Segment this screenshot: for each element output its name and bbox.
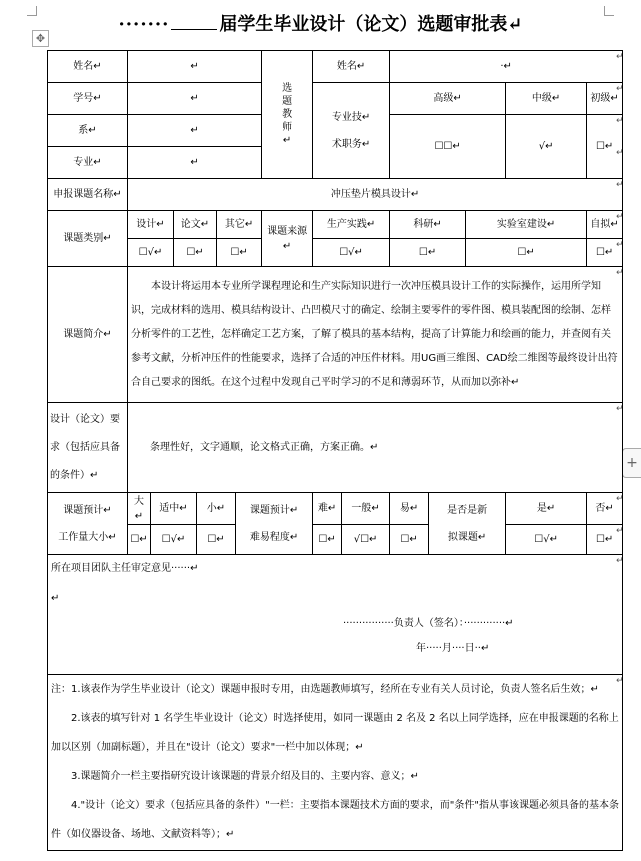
difficulty-hard-label: 难↵ xyxy=(313,493,342,525)
row-end-mark: ↵ xyxy=(616,268,624,278)
row-end-mark: ↵ xyxy=(616,52,624,62)
opinion-date: 年·····月····日··↵ xyxy=(416,643,490,654)
workload-small-checkbox[interactable]: ☐↵ xyxy=(197,525,236,555)
review-opinion-section[interactable] xyxy=(48,555,623,675)
workload-large-label: 大↵ xyxy=(128,493,151,525)
row-end-mark: ↵ xyxy=(616,240,624,250)
requirements-value[interactable]: 条理性好，文字通顺，论文格式正确，方案正确。↵ xyxy=(128,403,623,493)
workload-medium-label: 适中↵ xyxy=(151,493,197,525)
source-research-label: 科研↵ xyxy=(390,211,466,239)
label-senior: 高级↵ xyxy=(390,83,506,115)
table-move-handle-icon[interactable]: ✥ xyxy=(32,30,49,47)
source-production-label: 生产实践↵ xyxy=(313,211,390,239)
intermediate-checkbox[interactable]: √↵ xyxy=(506,115,587,179)
label-student-id: 学号↵ xyxy=(48,83,128,115)
note-4: 4."设计（论文）要求（包括应具备的条件）"一栏：主要指本课题技术方面的要求，而"条件"指从事该课题必须具备的基本条件（如仪器设备、场地、文献资料等）；↵ xyxy=(51,800,619,840)
department-value[interactable]: ↵ xyxy=(128,115,262,147)
label-topic-name: 申报课题名称↵ xyxy=(48,179,128,211)
opinion-blank-line: ↵ xyxy=(51,593,60,604)
new-yes-checkbox[interactable]: ☐√↵ xyxy=(506,525,587,555)
new-no-checkbox[interactable]: ☐↵ xyxy=(587,525,623,555)
add-row-plus-icon[interactable]: + xyxy=(622,448,641,478)
category-thesis-label: 论文↵ xyxy=(174,211,217,239)
topic-name-value[interactable]: 冲压垫片模具设计↵ xyxy=(128,179,623,211)
difficulty-easy-label: 易↵ xyxy=(390,493,429,525)
category-other-label: 其它↵ xyxy=(217,211,262,239)
row-end-mark: ↵ xyxy=(616,212,624,222)
row-end-mark: ↵ xyxy=(616,526,624,536)
row-end-mark: ↵ xyxy=(616,180,624,190)
label-teacher-name: 姓名↵ xyxy=(313,51,390,83)
category-design-checkbox[interactable]: ☐√↵ xyxy=(128,239,174,267)
label-department: 系↵ xyxy=(48,115,128,147)
difficulty-easy-checkbox[interactable]: ☐↵ xyxy=(390,525,429,555)
title-dots: ······· xyxy=(118,14,170,35)
label-selecting-teacher: 选题教师↵ xyxy=(262,51,313,179)
difficulty-hard-checkbox[interactable]: ☐↵ xyxy=(313,525,342,555)
opinion-signature: ················负责人（签名）：·············↵ xyxy=(343,618,514,629)
senior-checkbox[interactable]: ☐☐↵ xyxy=(390,115,506,179)
row-end-mark: ↵ xyxy=(616,556,624,566)
student-name-value[interactable]: ↵ xyxy=(128,51,262,83)
source-self-checkbox[interactable]: ☐↵ xyxy=(587,239,623,267)
source-lab-label: 实验室建设↵ xyxy=(466,211,587,239)
note-1: 注：1.该表作为学生毕业设计（论文）课题申报时专用，由选题教师填写，经所在专业有关人员讨论，负责人签名后生效；↵ xyxy=(51,684,599,695)
difficulty-normal-checkbox[interactable]: √☐↵ xyxy=(342,525,390,555)
page-title xyxy=(0,10,641,36)
workload-medium-checkbox[interactable]: ☐√↵ xyxy=(151,525,197,555)
label-new-topic: 是否是新 拟课题↵ xyxy=(429,493,506,555)
label-workload: 课题预计↵ 工作量大小↵ xyxy=(48,493,128,555)
difficulty-normal-label: 一般↵ xyxy=(342,493,390,525)
category-thesis-checkbox[interactable]: ☐↵ xyxy=(174,239,217,267)
row-end-mark: ↵ xyxy=(616,116,624,126)
new-yes-label: 是↵ xyxy=(506,493,587,525)
note-2: 2.该表的填写针对 1 名学生毕业设计（论文）时选择使用，如同一课题由 2 名及 2 名以上同学选择，应在申报课题的名称上加以区别（加副标题），并且在"设计（论文）要求"一栏中加以体现；↵ xyxy=(51,713,619,753)
new-no-label: 否↵ xyxy=(587,493,623,525)
workload-small-label: 小↵ xyxy=(197,493,236,525)
label-professional-title: 专业技↵ 术职务↵ xyxy=(313,83,390,179)
student-id-value[interactable]: ↵ xyxy=(128,83,262,115)
topic-intro-text[interactable]: 本设计将运用本专业所学课程理论和生产实际知识进行一次冲压模具设计工作的实际操作，运用所学知识，完成材料的选用、模具结构设计、凸凹模尺寸的确定、绘制主要零件的零件图、模具装配图的绘制、怎样分析零件的工艺性，怎样确定工艺方案，了解了模具的基本结构，提高了计算能力和绘画的能力，并查阅有关参考文献，分析冲压件的性能要求，选择了合适的冲压件材料。用UG画三维图、CAD绘二维图等最终设计出符合自己要求的图纸。在这个过程中发现自己平时学习的不足和薄弱环节，从而加以弥补↵ xyxy=(128,267,623,403)
teacher-name-value[interactable]: ·↵ xyxy=(390,51,623,83)
source-lab-checkbox[interactable]: ☐↵ xyxy=(466,239,587,267)
label-requirements: 设计（论文）要求（包括应具备的条件）↵ xyxy=(48,403,128,493)
approval-form-table xyxy=(47,50,623,851)
title-text: 届学生毕业设计（论文）选题审批表 xyxy=(219,14,508,35)
junior-checkbox[interactable]: ☐↵ xyxy=(587,115,623,179)
notes-section xyxy=(48,675,623,851)
row-end-mark: ↵ xyxy=(616,404,624,414)
opinion-heading: 所在项目团队主任审定意见······↵ xyxy=(51,563,199,574)
label-topic-intro: 课题简介↵ xyxy=(48,267,128,403)
label-major: 专业↵ xyxy=(48,147,128,179)
note-3: 3.课题简介一栏主要指研究设计该课题的背景介绍及目的、主要内容、意义；↵ xyxy=(71,771,419,782)
label-intermediate: 中级↵ xyxy=(506,83,587,115)
label-difficulty: 课题预计↵ 难易程度↵ xyxy=(236,493,313,555)
row-end-mark: ↵ xyxy=(616,148,624,158)
label-topic-category: 课题类别↵ xyxy=(48,211,128,267)
category-other-checkbox[interactable]: ☐↵ xyxy=(217,239,262,267)
major-value[interactable]: ↵ xyxy=(128,147,262,179)
label-topic-source: 课题来源↵ xyxy=(262,211,313,267)
source-self-label: 自拟↵ xyxy=(587,211,623,239)
source-research-checkbox[interactable]: ☐↵ xyxy=(390,239,466,267)
category-design-label: 设计↵ xyxy=(128,211,174,239)
label-student-name: 姓名↵ xyxy=(48,51,128,83)
source-production-checkbox[interactable]: ☐√↵ xyxy=(313,239,390,267)
row-end-mark: ↵ xyxy=(616,494,624,504)
workload-large-checkbox[interactable]: ☐↵ xyxy=(128,525,151,555)
label-junior: 初级↵ xyxy=(587,83,623,115)
row-end-mark: ↵ xyxy=(616,676,624,686)
title-blank-line xyxy=(171,29,217,30)
row-end-mark: ↵ xyxy=(616,84,624,94)
title-mark: ↵ xyxy=(507,14,523,35)
